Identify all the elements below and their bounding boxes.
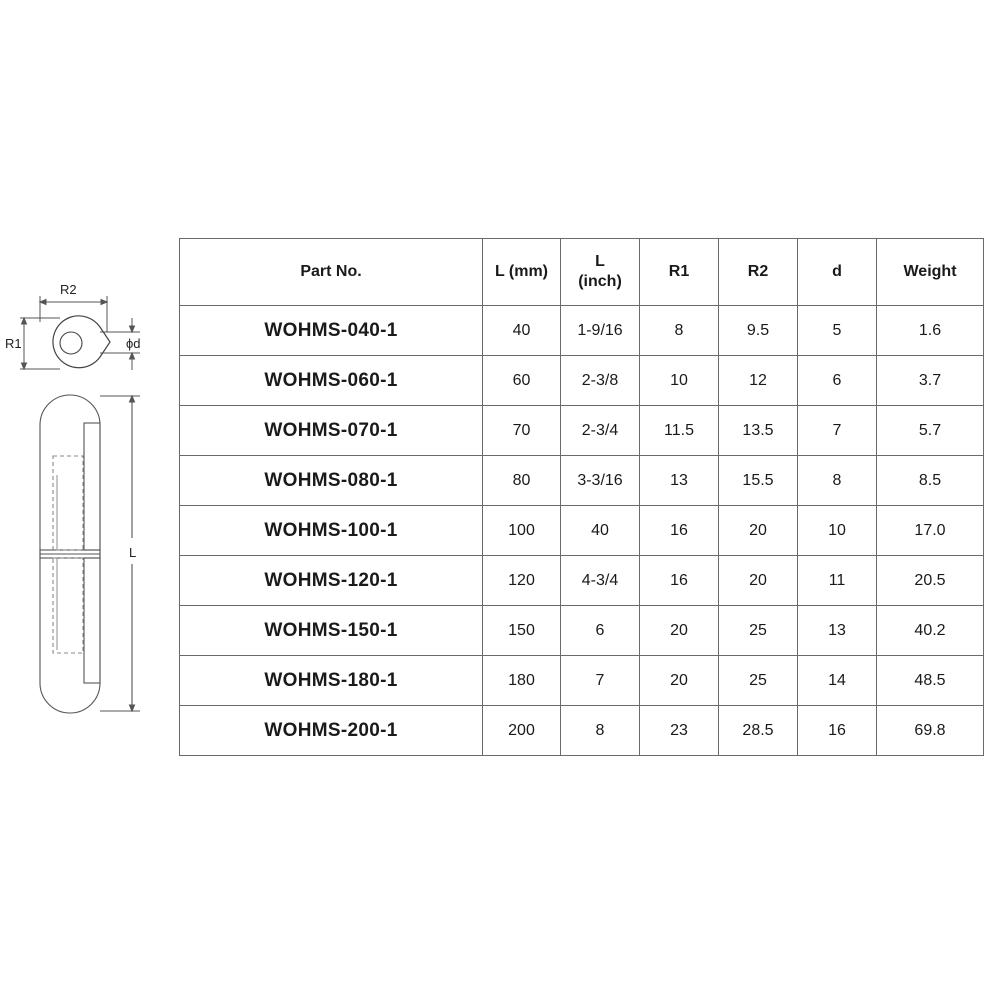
d-cell: 8 <box>798 456 877 506</box>
part-number-cell: WOHMS-150-1 <box>180 606 483 656</box>
weight-cell: 69.8 <box>877 706 984 756</box>
r1-cell: 23 <box>640 706 719 756</box>
part-number-cell: WOHMS-200-1 <box>180 706 483 756</box>
part-number-cell: WOHMS-120-1 <box>180 556 483 606</box>
d-cell: 10 <box>798 506 877 556</box>
l-mm-cell: 60 <box>483 356 561 406</box>
header-r1: R1 <box>640 239 719 306</box>
table-row <box>180 556 984 606</box>
part-number-cell: WOHMS-060-1 <box>180 356 483 406</box>
r1-label: R1 <box>5 336 22 351</box>
l-inch-cell: 3-3/16 <box>561 456 640 506</box>
l-inch-cell: 2-3/4 <box>561 406 640 456</box>
part-number-cell: WOHMS-080-1 <box>180 456 483 506</box>
weight-cell: 1.6 <box>877 306 984 356</box>
r1-cell: 8 <box>640 306 719 356</box>
r2-label: R2 <box>60 282 77 297</box>
table-row <box>180 456 984 506</box>
table-row <box>180 656 984 706</box>
weight-cell: 48.5 <box>877 656 984 706</box>
r2-cell: 25 <box>719 656 798 706</box>
l-mm-cell: 180 <box>483 656 561 706</box>
weight-cell: 8.5 <box>877 456 984 506</box>
r2-cell: 15.5 <box>719 456 798 506</box>
table-row <box>180 606 984 656</box>
r2-cell: 20 <box>719 556 798 606</box>
d-cell: 5 <box>798 306 877 356</box>
table-row <box>180 356 984 406</box>
d-cell: 7 <box>798 406 877 456</box>
d-cell: 13 <box>798 606 877 656</box>
spec-table <box>179 238 984 756</box>
r1-cell: 13 <box>640 456 719 506</box>
l-inch-cell: 1-9/16 <box>561 306 640 356</box>
header-r2: R2 <box>719 239 798 306</box>
part-number-cell: WOHMS-070-1 <box>180 406 483 456</box>
r1-cell: 16 <box>640 506 719 556</box>
d-cell: 14 <box>798 656 877 706</box>
table-row <box>180 706 984 756</box>
l-label: L <box>129 545 137 560</box>
r2-cell: 12 <box>719 356 798 406</box>
weight-cell: 5.7 <box>877 406 984 456</box>
l-inch-cell: 7 <box>561 656 640 706</box>
top-view <box>20 296 140 370</box>
header-row <box>180 239 984 306</box>
r2-cell: 28.5 <box>719 706 798 756</box>
l-inch-cell: 4-3/4 <box>561 556 640 606</box>
r2-cell: 13.5 <box>719 406 798 456</box>
header-part-no: Part No. <box>180 239 483 306</box>
l-mm-cell: 200 <box>483 706 561 756</box>
weight-cell: 17.0 <box>877 506 984 556</box>
d-label: ϕd <box>126 336 141 351</box>
r1-cell: 10 <box>640 356 719 406</box>
d-cell: 6 <box>798 356 877 406</box>
header-l-inch-line2: (inch) <box>578 273 622 290</box>
hinge-drawing <box>0 0 180 1000</box>
l-inch-cell: 2-3/8 <box>561 356 640 406</box>
weight-cell: 3.7 <box>877 356 984 406</box>
r1-cell: 16 <box>640 556 719 606</box>
r2-cell: 20 <box>719 506 798 556</box>
r1-cell: 20 <box>640 656 719 706</box>
part-number-cell: WOHMS-040-1 <box>180 306 483 356</box>
side-view <box>40 395 140 713</box>
l-mm-cell: 120 <box>483 556 561 606</box>
d-cell: 11 <box>798 556 877 606</box>
header-l-inch-line1: L <box>595 253 605 270</box>
r2-cell: 25 <box>719 606 798 656</box>
l-mm-cell: 40 <box>483 306 561 356</box>
l-mm-cell: 100 <box>483 506 561 556</box>
header-l-inch <box>561 239 640 306</box>
l-inch-cell: 6 <box>561 606 640 656</box>
l-mm-cell: 80 <box>483 456 561 506</box>
header-d: d <box>798 239 877 306</box>
r1-cell: 20 <box>640 606 719 656</box>
l-mm-cell: 150 <box>483 606 561 656</box>
header-l-mm: L (mm) <box>483 239 561 306</box>
r1-cell: 11.5 <box>640 406 719 456</box>
d-cell: 16 <box>798 706 877 756</box>
r2-cell: 9.5 <box>719 306 798 356</box>
l-mm-cell: 70 <box>483 406 561 456</box>
header-weight: Weight <box>877 239 984 306</box>
table-row <box>180 506 984 556</box>
table-row <box>180 406 984 456</box>
weight-cell: 40.2 <box>877 606 984 656</box>
table-row <box>180 306 984 356</box>
part-number-cell: WOHMS-100-1 <box>180 506 483 556</box>
l-inch-cell: 8 <box>561 706 640 756</box>
part-number-cell: WOHMS-180-1 <box>180 656 483 706</box>
l-inch-cell: 40 <box>561 506 640 556</box>
weight-cell: 20.5 <box>877 556 984 606</box>
